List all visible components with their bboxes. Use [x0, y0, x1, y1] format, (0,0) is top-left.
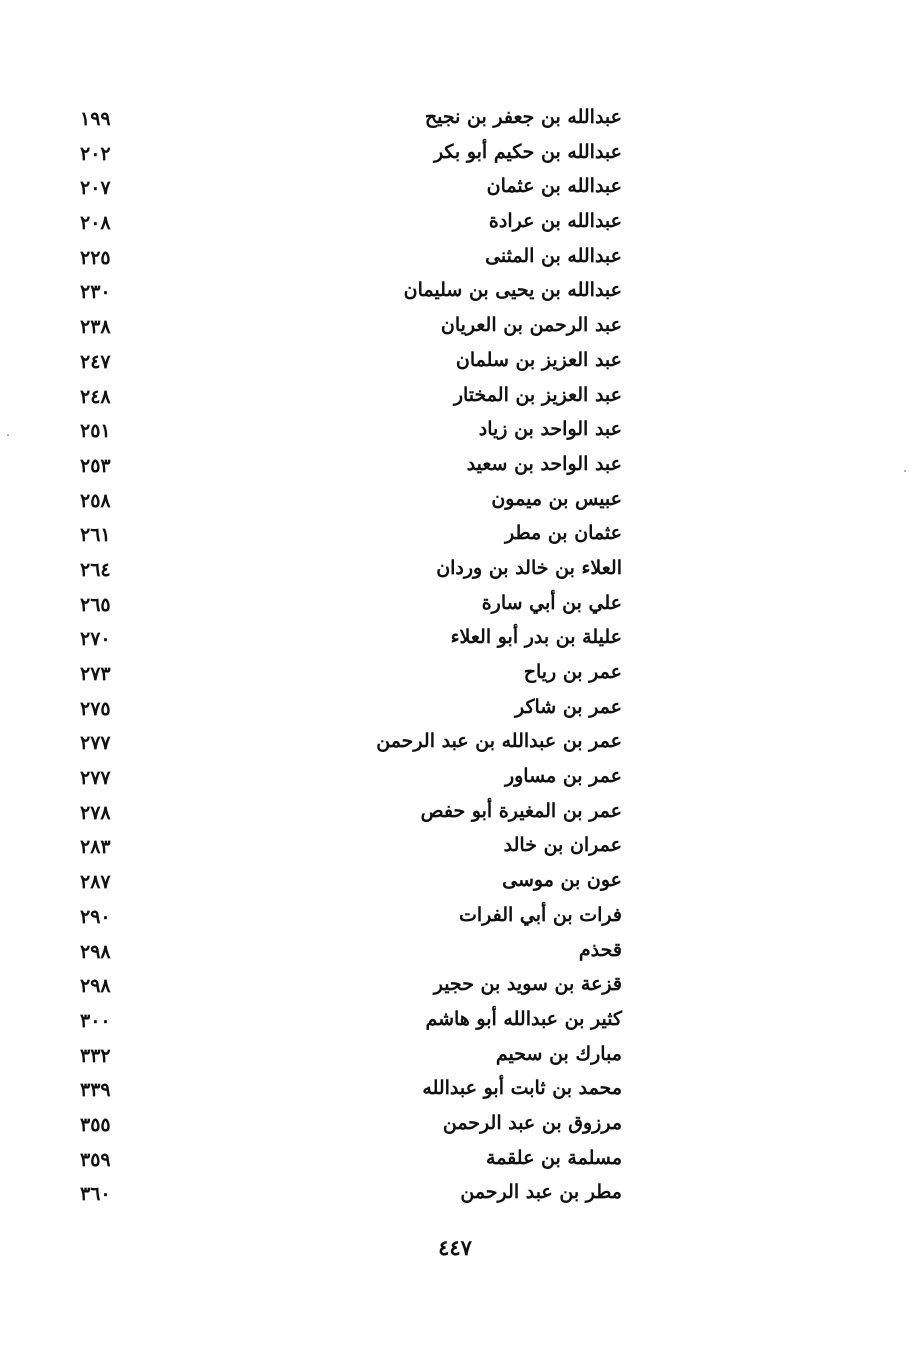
entry-page-number: ٢٦١ [80, 524, 111, 547]
entry-page-number: ٢٢٥ [80, 246, 111, 269]
index-entry [60, 1177, 660, 1212]
index-entry [60, 1039, 660, 1074]
index-entry [60, 796, 660, 831]
entry-page-number: ٢٠٧ [80, 177, 111, 200]
index-entry [60, 414, 660, 449]
entry-name: عون بن موسى [502, 869, 622, 892]
entry-name: عمر بن عبدالله بن عبد الرحمن [376, 730, 622, 753]
index-entry [60, 206, 660, 241]
entry-name: عبد الرحمن بن العريان [440, 314, 622, 337]
index-entry [60, 1004, 660, 1039]
entry-name: عبد الواحد بن سعيد [466, 452, 622, 475]
entry-page-number: ٢٩٨ [80, 940, 111, 963]
index-entry [60, 692, 660, 727]
entry-name: عبيس بن ميمون [491, 487, 622, 510]
entry-page-number: ٣٣٢ [80, 1044, 111, 1067]
index-entry [60, 1073, 660, 1108]
entry-name: عبدالله بن حكيم أبو بكر [433, 140, 622, 163]
scan-speck [7, 434, 9, 436]
entry-page-number: ٢٠٢ [80, 142, 111, 165]
entry-name: عليلة بن بدر أبو العلاء [450, 626, 622, 649]
index-entry [60, 275, 660, 310]
entry-name: علي بن أبي سارة [481, 591, 622, 614]
index-entry [60, 622, 660, 657]
entry-name: قحذم [578, 938, 622, 961]
entry-name: عثمان بن مطر [504, 522, 622, 545]
index-entry [60, 830, 660, 865]
entry-name: عبدالله بن عرادة [488, 210, 622, 233]
entry-name: عمر بن مساور [504, 765, 622, 788]
entry-page-number: ٣٣٩ [80, 1079, 111, 1102]
entry-page-number: ٢٨٣ [80, 836, 111, 859]
entry-name: عبدالله بن عثمان [486, 175, 622, 198]
index-entry [60, 935, 660, 970]
entry-page-number: ١٩٩ [80, 108, 111, 130]
entry-page-number: ٣٦٠ [80, 1183, 111, 1206]
index-entry [60, 1143, 660, 1178]
entry-name: مبارك بن سحيم [495, 1042, 622, 1065]
entry-name: العلاء بن خالد بن وردان [436, 556, 622, 579]
index-entry [60, 310, 660, 345]
index-entry [60, 484, 660, 519]
entry-name: عمر بن شاكر [514, 695, 622, 718]
index-entry [60, 449, 660, 484]
index-entry [60, 380, 660, 415]
entry-name: كثير بن عبدالله أبو هاشم [425, 1007, 622, 1030]
entry-page-number: ٢٤٧ [80, 350, 111, 373]
entry-page-number: ٣٥٩ [80, 1148, 111, 1171]
entry-name: عمر بن رياح [523, 661, 622, 683]
entry-page-number: ٢٥٣ [80, 454, 111, 477]
entry-name: عبدالله بن جعفر بن نجيح [424, 106, 622, 128]
entry-page-number: ٢٧٧ [80, 767, 111, 790]
entry-page-number: ٢٩٨ [80, 975, 111, 998]
index-entry [60, 761, 660, 796]
index-entry [60, 137, 660, 172]
index-entry [60, 726, 660, 761]
entry-page-number: ٢٥٨ [80, 489, 111, 512]
index-entry [60, 241, 660, 276]
index-entry [60, 553, 660, 588]
entry-name: عبدالله بن يحيى بن سليمان [403, 279, 622, 302]
narrators-index-list [60, 102, 660, 1212]
entry-page-number: ٢٧٣ [80, 663, 111, 685]
entry-name: قزعة بن سويد بن حجير [433, 973, 622, 996]
entry-name: مطر بن عبد الرحمن [460, 1181, 622, 1204]
scan-speck [904, 470, 906, 472]
entry-page-number: ٢٨٧ [80, 871, 111, 894]
entry-name: عبد العزيز بن المختار [453, 383, 622, 406]
entry-page-number: ٢٤٨ [80, 385, 111, 408]
entry-page-number: ٢٥١ [80, 420, 111, 443]
entry-page-number: ٢٧٨ [80, 801, 111, 824]
index-entry [60, 900, 660, 935]
index-entry [60, 345, 660, 380]
entry-page-number: ٢٣٠ [80, 281, 111, 304]
entry-page-number: ٣٠٠ [80, 1009, 111, 1032]
index-entry [60, 171, 660, 206]
entry-page-number: ٢٧٥ [80, 697, 111, 720]
entry-page-number: ٢٧٧ [80, 732, 111, 755]
page-number: ٤٤٧ [438, 1235, 472, 1260]
entry-name: مسلمة بن علقمة [486, 1146, 622, 1169]
index-entry [60, 657, 660, 692]
entry-name: محمد بن ثابت أبو عبدالله [422, 1077, 622, 1100]
entry-name: عمران بن خالد [503, 834, 622, 857]
entry-page-number: ٢٦٥ [80, 593, 111, 616]
entry-page-number: ٢٧٠ [80, 628, 111, 651]
index-entry [60, 1108, 660, 1143]
entry-page-number: ٢٣٨ [80, 316, 111, 339]
entry-name: عبد الواحد بن زياد [478, 418, 622, 441]
index-entry [60, 588, 660, 623]
entry-name: عمر بن المغيرة أبو حفص [420, 799, 622, 822]
entry-page-number: ٣٥٥ [80, 1113, 111, 1136]
entry-page-number: ٢٦٤ [80, 558, 111, 581]
index-entry [60, 865, 660, 900]
index-entry [60, 102, 660, 137]
entry-name: فرات بن أبي الفرات [458, 903, 622, 926]
entry-page-number: ٢٠٨ [80, 212, 111, 235]
index-entry [60, 518, 660, 553]
entry-name: مرزوق بن عبد الرحمن [442, 1111, 622, 1134]
index-entry [60, 969, 660, 1004]
entry-name: عبد العزيز بن سلمان [455, 348, 622, 371]
entry-page-number: ٢٩٠ [80, 905, 111, 928]
entry-name: عبدالله بن المثنى [485, 244, 622, 267]
